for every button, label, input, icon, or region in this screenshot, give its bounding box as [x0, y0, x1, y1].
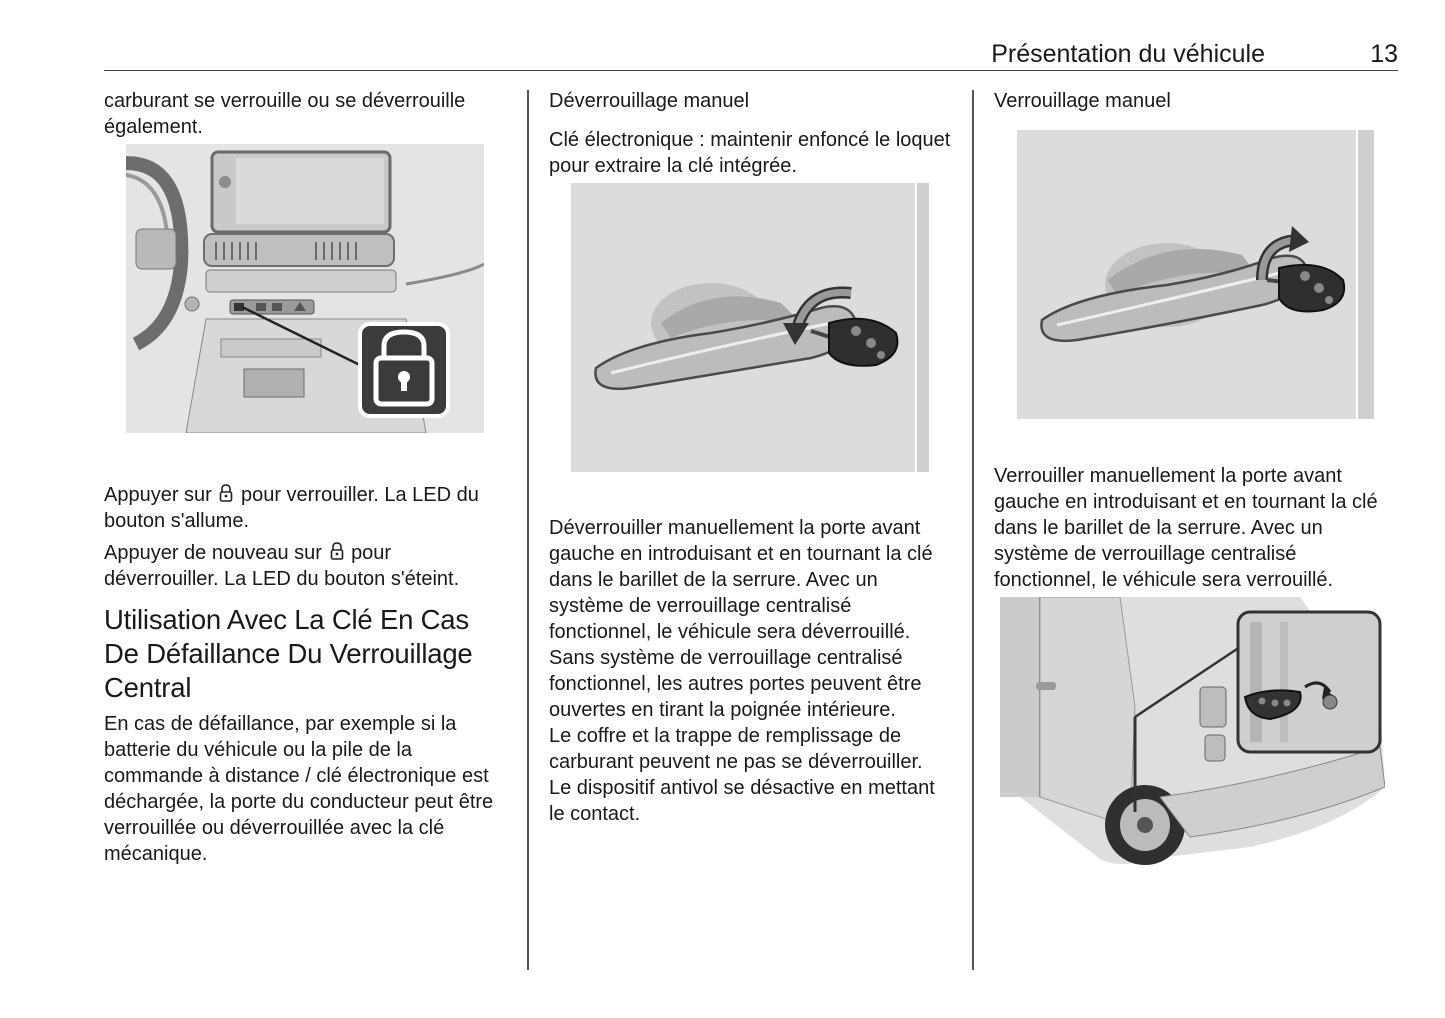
col1-para1-a: Appuyer sur: [104, 484, 212, 506]
door-handle-lock-key-illustration: [1017, 130, 1374, 419]
dashboard-lock-button-illustration: [126, 144, 484, 433]
column-3: [994, 88, 1394, 114]
col1-body: En cas de défaillance, par exemple si la batterie du véhicule ou la pile de la commande à distance / clé électronique est déchargée, la porte du conducteur peut être verrouillée ou déverrouillée avec la clé mécanique.: [104, 713, 494, 865]
column-divider-2: [972, 90, 974, 970]
page-number: 13: [1370, 40, 1398, 68]
column-divider-1: [527, 90, 529, 970]
col2-para4: Le dispositif antivol se désactive en mettant le contact.: [549, 777, 935, 825]
col3-lower: [994, 463, 1394, 593]
column-1: [104, 88, 509, 140]
lock-button-icon: [330, 541, 344, 561]
col1-para2: [104, 540, 509, 592]
col2-intro: Clé électronique : maintenir enfoncé le loquet pour extraire la clé intégrée.: [549, 129, 951, 177]
col1-intro: carburant se verrouille ou se déverrouille également.: [104, 90, 466, 138]
col3-para1: Verrouiller manuellement la porte avant gauche en introduisant et en tournant la clé dans le barillet de la serrure. Avec un système de verrouillage centralisé fonctionnel, le véhicule sera verrouillé.: [994, 465, 1378, 591]
col1-lower: [104, 482, 509, 867]
door-handle-unlock-key-illustration: [571, 183, 929, 472]
col1-para2-b: pour déverrouiller. La LED du bouton s'éteint.: [104, 542, 460, 590]
column-2: [549, 88, 954, 179]
col1-para2-a: Appuyer de nouveau sur: [104, 542, 322, 564]
col2-para3: Le coffre et la trappe de remplissage de carburant peuvent ne pas se déverrouiller.: [549, 725, 923, 773]
col3-subhead: Verrouillage manuel: [994, 90, 1171, 112]
van-rear-door-key-illustration: [1000, 597, 1385, 869]
lock-button-icon: [219, 483, 233, 503]
section-title: Utilisation Avec La Clé En Cas De Défaillance Du Verrouillage Central: [104, 604, 473, 703]
col2-para1: Déverrouiller manuellement la porte avant gauche en introduisant et en tournant la clé dans le barillet de la serrure. Avec un système de verrouillage centralisé fonctionnel, le véhicule sera déverrouillé.: [549, 517, 933, 643]
col1-para1-b: pour verrouiller. La LED du bouton s'allume.: [104, 484, 479, 532]
header-title: Présentation du véhicule: [991, 40, 1265, 68]
col2-lower: [549, 515, 954, 827]
col1-para1: [104, 482, 509, 534]
page-header: [104, 36, 1398, 71]
col2-subhead: Déverrouillage manuel: [549, 90, 750, 112]
col2-para2: Sans système de verrouillage centralisé fonctionnel, les autres portes peuvent être ouvertes en tirant la poignée intérieure.: [549, 647, 922, 721]
